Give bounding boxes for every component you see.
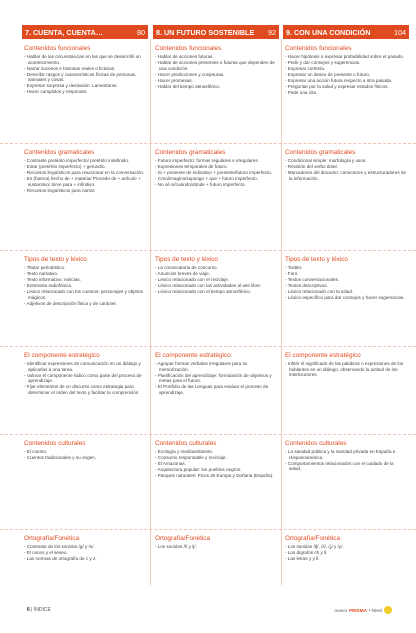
- list-item: - Textos conversacionales.: [285, 277, 340, 282]
- footer-brand: [334, 606, 392, 614]
- list-item: - Valorar el componente lúdico como parte del proceso de aprendizaje.: [24, 372, 142, 384]
- list-item: - Entrevista radiofónica.: [24, 283, 73, 288]
- list-item: - Parques naturales: Picos de Europa y Doñana (España).: [155, 473, 274, 478]
- list-item: - Describir rasgos y características físicas de personas, animales y cosas.: [24, 71, 137, 83]
- list-item: - Léxico relacionado con la salud.: [285, 289, 354, 294]
- list-item: - Hablar de acciones presentes o futuras que dependen de una condición.: [155, 60, 275, 71]
- list-item: - Consumo responsable y reciclaje.: [155, 455, 227, 460]
- list-item: - Léxico específico para dar consejos y hacer sugerencias.: [285, 295, 405, 300]
- list-item: - El Portfolio de las Lenguas para evaluar el proceso de aprendizaje.: [155, 384, 269, 396]
- list-item: - Twitter.: [285, 265, 303, 270]
- unit-page-number: 104: [394, 28, 406, 37]
- list-item: - Las normas de ortografía de c y z.: [24, 556, 97, 561]
- section-title: Contenidos culturales: [24, 440, 86, 447]
- section-title: Ortografía/Fonética: [155, 535, 211, 542]
- unit-header: [22, 25, 148, 39]
- list-item: - Titular periodístico.: [24, 265, 66, 270]
- list-item: - Hacer predicciones y conjeturas.: [155, 71, 225, 77]
- list-item: - Si + presente de indicativo + presente/futuro imperfecto.: [155, 170, 272, 175]
- section-title: Ortografía/Fonética: [285, 535, 341, 542]
- section-item-list: [285, 361, 407, 378]
- section-title: Contenidos culturales: [285, 440, 347, 447]
- section-title: Ortografía/Fonética: [24, 535, 80, 542]
- list-item: - El ceceo y el seseo.: [24, 550, 68, 555]
- list-item: - Futuro imperfecto: formas regulares e irregulares.: [155, 158, 259, 163]
- page-section-label: | ÍNDICE: [31, 607, 51, 613]
- list-item: - Pedir y dar consejos y sugerencias.: [285, 60, 361, 65]
- list-item: - Expresar sorpresa y desilusión. Lamentarse.: [24, 83, 118, 89]
- unit-column: [283, 25, 409, 585]
- section-item-list: [24, 449, 146, 461]
- section-item-list: [155, 158, 277, 188]
- list-item: - No sé si/cuándo/dónde + futuro imperfecto.: [155, 182, 246, 187]
- list-item: - Contraste de los sonidos /g/ y /x/.: [24, 544, 95, 549]
- section-title: Tipos de texto y léxico: [155, 256, 218, 263]
- unit-title: 9. CON UNA CONDICIÓN: [286, 28, 371, 37]
- list-item: - Texto informativo: noticias.: [24, 277, 81, 282]
- list-item: - La convocatoria de concurso.: [155, 265, 218, 270]
- footer-page-info: [27, 607, 51, 613]
- section-title: Contenidos gramaticales: [24, 149, 95, 156]
- column-divider: [150, 39, 151, 585]
- section-item-list: [24, 54, 146, 95]
- list-item: - Recursos lingüísticos para reaccionar en la conversación.: [24, 170, 145, 175]
- section-item-list: [24, 158, 146, 194]
- list-item: - Los sonidos /tʃ/, /ʎ/, /ʝ/ y /y/.: [285, 544, 344, 549]
- unit-title: 7. CUENTA, CUENTA…: [25, 28, 103, 37]
- list-item: - Agrupar formas verbales irregulares para su memorización.: [155, 361, 248, 372]
- section-item-list: [24, 361, 146, 396]
- list-item: - Adjetivos de descripción física y de carácter.: [24, 300, 117, 306]
- list-item: - Arquitectura popular: los pueblos negros.: [155, 467, 242, 472]
- list-item: - Contraste pretérito imperfecto/ pretérito indefinido.: [24, 158, 130, 163]
- list-item: - Expresar una acción futura respecto a otra pasada.: [285, 78, 393, 83]
- list-item: - Hablar del tiempo atmosférico.: [155, 83, 221, 89]
- section-title: El componente estratégico: [285, 352, 361, 359]
- section-title: Contenidos gramaticales: [285, 149, 356, 156]
- unit-page-number: 80: [137, 28, 145, 37]
- list-item: - El Amazonas.: [155, 461, 186, 466]
- section-item-list: [24, 265, 146, 307]
- list-item: - Los sonidos /l/ y /j/.: [155, 544, 197, 549]
- list-item: - Las letras y y ll.: [285, 556, 320, 561]
- list-item: - Narrar sucesos e historias reales o ficticias.: [24, 65, 116, 71]
- section-item-list: [155, 265, 277, 295]
- list-item: - Hacer cumplidos y responder.: [24, 89, 88, 95]
- list-item: - Expresiones temporales de futuro.: [155, 164, 228, 169]
- section-title: El componente estratégico: [155, 352, 231, 359]
- section-title: El componente estratégico: [24, 352, 100, 359]
- list-item: - Los dígrafos ch y ll.: [285, 550, 328, 555]
- list-item: - Léxico relacionado con el tiempo atmosférico.: [155, 289, 252, 294]
- section-title: Contenidos funcionales: [285, 45, 352, 52]
- list-item: - Hablar de acciones futuras.: [155, 54, 214, 59]
- section-title: Tipos de texto y léxico: [24, 256, 87, 263]
- section-title: Contenidos gramaticales: [155, 149, 226, 156]
- section-title: Tipos de texto y léxico: [285, 256, 348, 263]
- section-item-list: [285, 158, 407, 182]
- unit-header: [153, 25, 279, 39]
- list-item: - Preguntar por la salud y expresar estados físicos.: [285, 84, 389, 89]
- list-item: - Expresar cortesía.: [285, 66, 326, 71]
- index-columns: [0, 25, 416, 585]
- list-item: - Estar (pretérito imperfecto) + gerundio.: [24, 164, 106, 169]
- section-title: Contenidos funcionales: [24, 45, 91, 52]
- section-item-list: [285, 544, 407, 562]
- brand-logo-icon: [384, 606, 392, 614]
- list-item: - Léxico relacionado con los cuentos: personajes y objetos mágicos.: [24, 289, 143, 300]
- section-item-list: [155, 544, 277, 550]
- section-item-list: [285, 54, 407, 96]
- list-item: - Ecología y medioambiente.: [155, 449, 214, 454]
- list-item: - Léxico relacionado con el reciclaje.: [155, 277, 230, 282]
- list-item: - Foro.: [285, 271, 299, 276]
- list-item: - Es (ha/era) hecho de + materia/ Procede de + artículo + sustantivo/ Sirve para + infinitivo.: [24, 176, 141, 187]
- list-item: - Hacer hipótesis o expresar probabilidad sobre el pasado.: [285, 54, 404, 59]
- unit-title: 8. UN FUTURO SOSTENIBLE: [156, 28, 255, 37]
- brand-prefix: nuevo: [334, 607, 348, 613]
- section-item-list: [24, 544, 146, 562]
- section-title: Contenidos funcionales: [155, 45, 222, 52]
- list-item: - Condicional simple: morfología y usos.: [285, 158, 367, 163]
- list-item: - Creo/imagino/supongo + que + futuro imperfecto.: [155, 176, 258, 181]
- page-number: 6: [27, 607, 30, 613]
- unit-column: [153, 25, 279, 585]
- list-item: - Comportamientos relacionados con el cuidado de la salud.: [285, 460, 394, 472]
- list-item: - Anuncios breves de viaje.: [155, 271, 210, 276]
- list-item: - Texto narrativo.: [24, 271, 59, 276]
- list-item: - Fijar elementos de un discurso como estrategia para determinar el orden del texto y facilitar la comprensión.: [24, 384, 140, 396]
- list-item: - Cuentos tradicionales y su origen.: [24, 455, 97, 460]
- list-item: - Pedir una cita.: [285, 90, 318, 95]
- list-item: - Léxico relacionado con las actividades al aire libre.: [155, 283, 262, 288]
- section-item-list: [155, 361, 277, 396]
- brand-level: • Nivel: [368, 607, 382, 613]
- section-item-list: [285, 449, 407, 472]
- list-item: - Expresar un deseo de presente o futuro.: [285, 72, 371, 77]
- list-item: - Hacer promesas.: [155, 77, 193, 83]
- section-item-list: [155, 54, 277, 90]
- list-item: - Hablar de las circunstancias en las que se desarrolló un acontecimiento.: [24, 54, 141, 65]
- list-item: - Inferir el significado de las palabras o expresiones de los hablantes en un diálogo, observando la actitud de los interlocutores.: [285, 361, 404, 378]
- unit-header: [283, 25, 409, 39]
- list-item: - Marcadores del discurso: conectores y estructuradores de la información.: [285, 170, 407, 181]
- section-item-list: [285, 265, 407, 301]
- unit-column: [22, 25, 148, 585]
- unit-page-number: 92: [268, 28, 276, 37]
- section-item-list: [155, 449, 277, 479]
- list-item: - Revisión del verbo doler.: [285, 164, 339, 169]
- section-title: Contenidos culturales: [155, 440, 217, 447]
- list-item: - Planificación del aprendizaje: formulación de objetivos y metas para el futuro.: [155, 372, 272, 384]
- list-item: - La sanidad pública y la sanidad privada en España e Hispanoamérica.: [285, 449, 396, 460]
- list-item: - El cuento.: [24, 449, 48, 454]
- list-item: - Textos descriptivos.: [285, 283, 328, 288]
- list-item: - Identificar expresiones de comunicación en un diálogo y aplicarlas a una tarea.: [24, 361, 141, 372]
- list-item: - Recursos lingüísticos para narrar.: [24, 187, 96, 193]
- column-divider: [281, 39, 282, 585]
- brand-name: PRISMA: [349, 607, 367, 613]
